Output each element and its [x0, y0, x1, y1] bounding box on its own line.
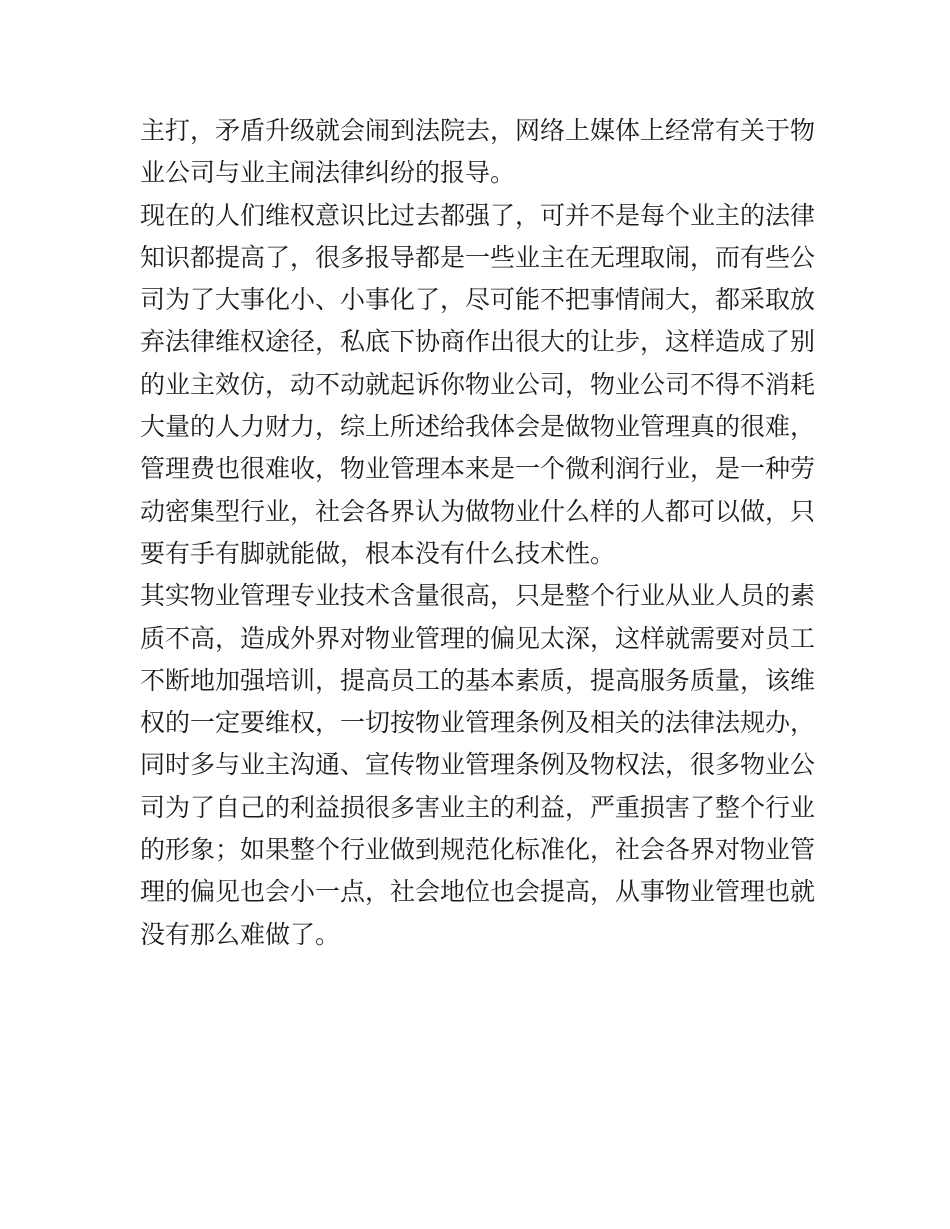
text-line: 大量的人力财力，综上所述给我体会是做物业管理真的很难，: [140, 412, 816, 442]
text-line: 司为了大事化小、小事化了，尽可能不把事情闹大，都采取放: [140, 285, 816, 315]
text-line: 动密集型行业，社会各界认为做物业什么样的人都可以做，只: [140, 496, 816, 526]
text-line: 的业主效仿，动不动就起诉你物业公司，物业公司不得不消耗: [140, 369, 816, 399]
text-line: 权的一定要维权，一切按物业管理条例及相关的法律法规办，: [140, 708, 816, 738]
body-text: [140, 110, 820, 956]
text-line: 现在的人们维权意识比过去都强了，可并不是每个业主的法律: [140, 200, 816, 230]
text-line: 的形象；如果整个行业做到规范化标准化，社会各界对物业管: [140, 835, 816, 865]
text-line: 知识都提高了，很多报导都是一些业主在无理取闹，而有些公: [140, 242, 816, 272]
text-line: 业公司与业主闹法律纠纷的报导。: [140, 158, 516, 188]
text-line: 其实物业管理专业技术含量很高，只是整个行业从业人员的素: [140, 581, 816, 611]
text-line: 同时多与业主沟通、宣传物业管理条例及物权法，很多物业公: [140, 750, 816, 780]
text-line: 司为了自己的利益损很多害业主的利益，严重损害了整个行业: [140, 792, 816, 822]
text-line: 质不高，造成外界对物业管理的偏见太深，这样就需要对员工: [140, 623, 816, 653]
text-line: 管理费也很难收，物业管理本来是一个微利润行业，是一种劳: [140, 454, 816, 484]
text-line: 理的偏见也会小一点，社会地位也会提高，从事物业管理也就: [140, 877, 816, 907]
text-line: 主打，矛盾升级就会闹到法院去，网络上媒体上经常有关于物: [140, 116, 816, 145]
text-line: 弃法律维权途径，私底下协商作出很大的让步，这样造成了别: [140, 327, 816, 357]
text-line: 没有那么难做了。: [140, 919, 341, 949]
text-line: 不断地加强培训，提高员工的基本素质，提高服务质量，该维: [140, 665, 816, 695]
text-line: 要有手有脚就能做，根本没有什么技术性。: [140, 538, 616, 568]
